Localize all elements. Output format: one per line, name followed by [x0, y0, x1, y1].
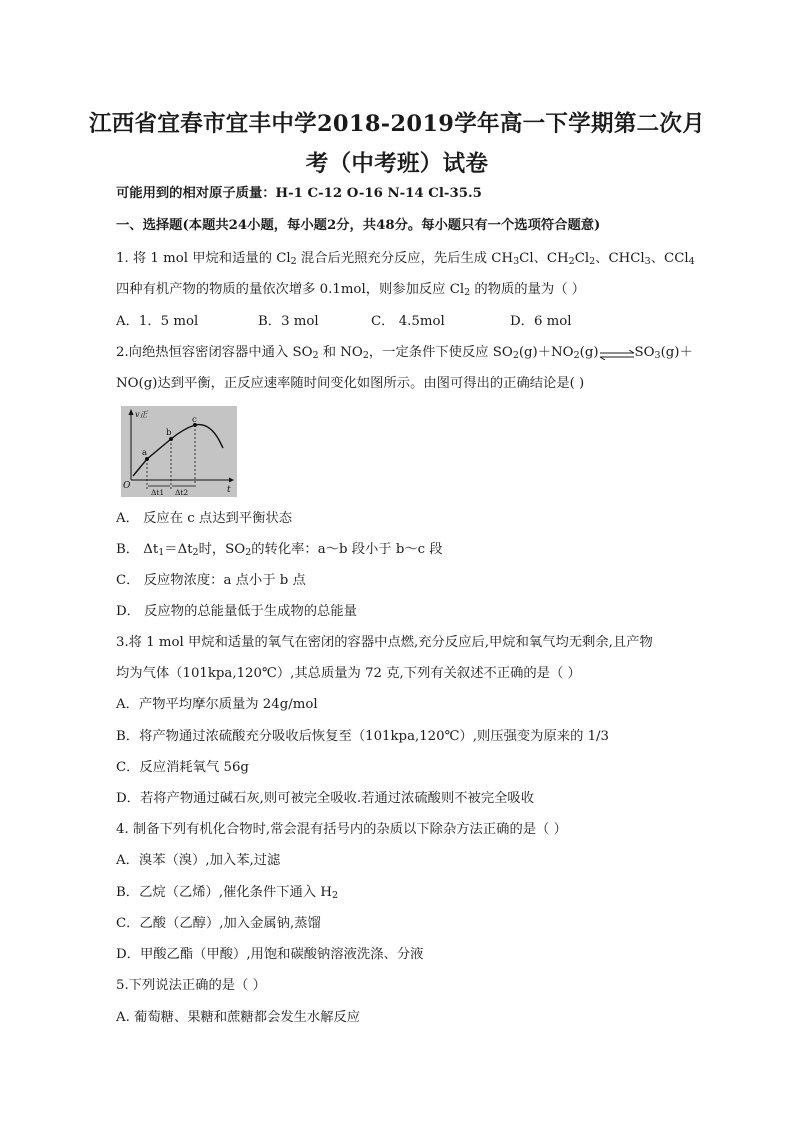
y-axis-label: v正	[135, 410, 148, 419]
q3-option-c: C．反应消耗氧气 56g	[116, 760, 249, 775]
q2-option-b: B． $\Delta t_1=\Delta t_2$时，$SO_2$的转化率：a～b 段小于 b～c 段	[116, 542, 443, 558]
q2-stem-line1: 2.向绝热恒容密闭容器中通入 $SO_2$ 和 $NO_2$，一定条件下使反应 $SO_2(g)+NO_2(g)$ $SO_3(g)+$	[116, 345, 693, 361]
q5-stem: 5.下列说法正确的是（ ）	[116, 978, 266, 993]
q1-option-c: C． 4.5mol	[371, 314, 445, 329]
label-a: a	[142, 448, 148, 458]
interval-label-1: Δt1	[151, 488, 165, 497]
q3-option-a: A．产物平均摩尔质量为 24g/mol	[116, 697, 318, 712]
equilibrium-arrow-icon	[599, 348, 635, 358]
q2-stem-line2: NO(g)达到平衡，正反应速率随时间变化如图所示。由图可得出的正确结论是( )	[116, 376, 585, 391]
q2-option-c: C． 反应物浓度：a 点小于 b 点	[116, 573, 306, 588]
q1-option-b: B．3 mol	[258, 314, 319, 329]
q1-stem-line1: 1. 将 1 mol 甲烷和适量的 $Cl_2$ 混合后光照充分反应，先后生成 $CH_3Cl$、$CH_2Cl_2$、CHCl$_3$、CCl$_4$	[116, 251, 695, 267]
q2-option-d: D． 反应物的总能量低于生成物的总能量	[116, 604, 357, 619]
interval-label-2: Δt2	[175, 488, 189, 497]
label-c: c	[192, 415, 197, 425]
q4-option-a: A．溴苯（溴）,加入苯,过滤	[116, 853, 281, 868]
q3-option-d: D．若将产物通过碱石灰,则可被完全吸收.若通过浓硫酸则不被完全吸收	[116, 791, 535, 806]
q3-stem-line2: 均为气体（101kpa,120℃）,其总质量为 72 克,下列有关叙述不正确的是（ ）	[116, 666, 581, 681]
label-b: b	[166, 428, 172, 438]
q1-option-d: D．6 mol	[510, 314, 572, 329]
q1-stem-line2: 四种有机产物的物质的量依次增多 0.1mol，则参加反应 $Cl_2$ 的物质的量为（ ）	[116, 282, 586, 298]
q3-option-b: B．将产物通过浓硫酸充分吸收后恢复至（101kpa,120℃）,则压强变为原来的 1/3	[116, 729, 609, 744]
q4-option-d: D．甲酸乙酯（甲酸）,用饱和碳酸钠溶液洗涤、分液	[116, 947, 424, 962]
exam-title-line2: 考（中考班）试卷	[305, 151, 489, 177]
origin-label: O	[123, 481, 131, 491]
q3-stem-line1: 3.将 1 mol 甲烷和适量的氧气在密闭的容器中点燃,充分反应后,甲烷和氧气均无剩余,且产物	[116, 635, 653, 650]
section1-header: 一、选择题(本题共24小题，每小题2分，共48分。每小题只有一个选项符合题意)	[116, 218, 601, 233]
q1-option-a: A．1．5 mol	[116, 314, 199, 329]
atomic-masses: 可能用到的相对原子质量：H-1 C-12 O-16 N-14 Cl-35.5	[116, 186, 482, 201]
exam-title-line1: 江西省宜春市宜丰中学2018-2019学年高一下学期第二次月	[88, 111, 706, 137]
q2-option-a: A． 反应在 c 点达到平衡状态	[116, 511, 292, 526]
q5-option-a: A. 葡萄糖、果糖和蔗糖都会发生水解反应	[116, 1010, 361, 1025]
q4-option-b: B．乙烷（乙烯）,催化条件下通入 $H_2$	[116, 885, 339, 901]
q2-rate-time-graph	[121, 406, 237, 497]
q4-stem: 4. 制备下列有机化合物时,常会混有括号内的杂质以下除杂方法正确的是（ ）	[116, 822, 567, 837]
q4-option-c: C．乙酸（乙醇）,加入金属钠,蒸馏	[116, 916, 321, 931]
x-axis-label: t	[227, 485, 231, 495]
